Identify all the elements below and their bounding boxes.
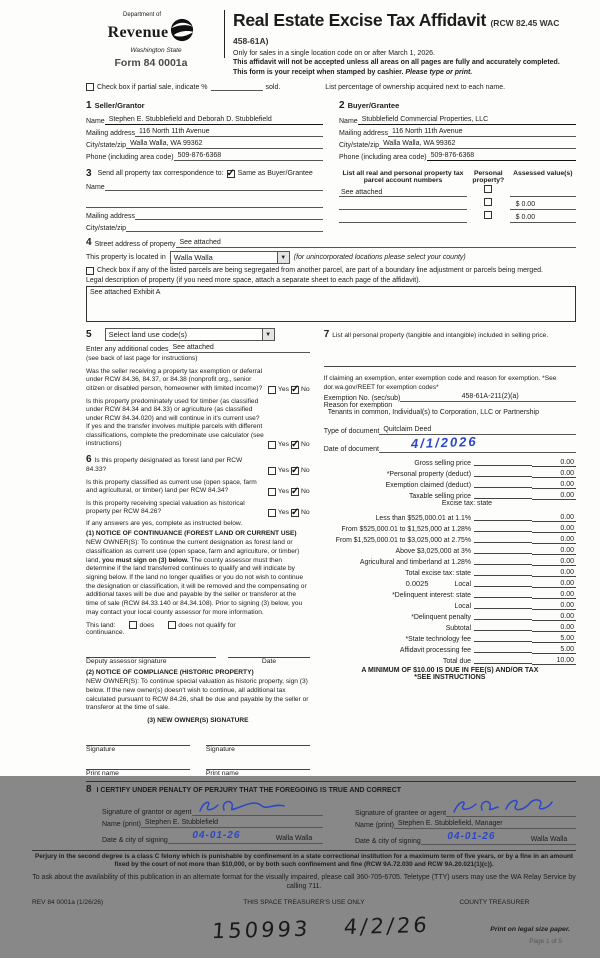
parcel-number-field[interactable]	[339, 209, 467, 210]
correspondence-csz-label: City/state/zip	[86, 225, 127, 233]
tax-row-leader	[474, 465, 532, 466]
personal-property-checkbox[interactable]	[484, 185, 492, 193]
location-dropdown[interactable]	[170, 251, 290, 264]
correspondence-name-label: Name	[86, 184, 105, 192]
historical-yes-checkbox[interactable]	[268, 509, 276, 517]
tax-row-value[interactable]: 0.00	[532, 591, 576, 599]
assessed-value-field[interactable]: $ 0.00	[510, 214, 576, 223]
see-instructions-note: *SEE INSTRUCTIONS	[414, 674, 486, 682]
exemption-no-field[interactable]: 458-61A-211(2)(a)	[400, 393, 576, 402]
deputy-assessor-date-label: Date	[261, 658, 277, 666]
located-in-label: This property is located in	[86, 254, 166, 262]
buyer-phone-label: Phone (including area code)	[339, 154, 427, 162]
section-6-number: 6	[86, 453, 92, 465]
if-yes-instruction: If any answers are yes, complete as instructed below.	[86, 519, 243, 527]
header-subline-3a: This form is your receipt when stamped by cashier.	[233, 68, 406, 76]
new-owner-print-name-field-1[interactable]	[86, 758, 190, 770]
notice-compliance-title: (2) NOTICE OF COMPLIANCE (HISTORIC PROPERTY)	[86, 669, 254, 677]
tax-row-value[interactable]: 0.00	[532, 525, 576, 533]
buyer-csz-label: City/state/zip	[339, 142, 380, 150]
certify-statement: I CERTIFY UNDER PENALTY OF PERJURY THAT THE FOREGOING IS TRUE AND CORRECT	[96, 786, 402, 794]
land-use-section	[86, 328, 310, 776]
minimum-due-note: A MINIMUM OF $10.00 IS DUE IN FEE(S) AND/OR TAX	[361, 667, 539, 675]
buyer-name-label: Name	[339, 118, 358, 126]
street-address-label: Street address of property	[94, 241, 176, 249]
page-number: Page 1 of 5	[529, 938, 562, 946]
assessed-value-column-header: Assessed value(s)	[513, 170, 573, 178]
land-use-code-value: Select land use code(s)	[108, 330, 187, 340]
buyer-csz-field[interactable]: Walla Walla, WA 99362	[379, 140, 576, 149]
seller-exemption-no-checkbox[interactable]	[291, 386, 299, 394]
forest-land-question: Is this property designated as forest land per RCW 84.33?	[86, 456, 243, 473]
grantor-city-field[interactable]: Walla Walla	[261, 835, 323, 844]
alternate-format-notice: To ask about the availability of this publication in an alternate format for the visually impaired, please call 360-705-6705. Teletype (TTY) users may use the WA Relay Service by calling 711.	[32, 873, 576, 890]
tax-row-value[interactable]: 0.00	[532, 613, 576, 621]
legal-description-field[interactable]: See attached Exhibit A	[86, 286, 576, 322]
seller-csz-label: City/state/zip	[86, 142, 127, 150]
section-1-heading: Seller/Grantor	[94, 101, 145, 111]
property-address-section	[86, 237, 576, 322]
grantee-signature-block	[339, 795, 576, 845]
land-use-code-dropdown[interactable]	[105, 328, 275, 341]
deputy-assessor-signature-label: Deputy assessor signature	[86, 658, 167, 666]
exemption-intro: If claiming an exemption, enter exemption code and reason for exemption. *See dor.wa.gov/REET for exemption codes*	[323, 375, 557, 391]
predominate-use-yes-checkbox[interactable]	[268, 441, 276, 449]
dept-line: Department of	[122, 12, 162, 18]
parcel-number-field[interactable]	[339, 222, 467, 223]
no-label: No	[301, 386, 310, 394]
grantor-date-handwriting: 04-01-26	[192, 829, 241, 841]
header-subline-3	[233, 68, 576, 77]
grantee-signature-field[interactable]	[446, 797, 576, 817]
tax-row-label: Affidavit processing fee	[399, 647, 471, 655]
exemption-deferral-question: Was the seller receiving a property tax exemption or deferral under RCW 84.36, 84.37, or 84.38 (nonprofit org., senior citizen or disabled person, homeowner with limited income)?	[86, 367, 263, 392]
document-type-field[interactable]: Quitclaim Deed	[379, 426, 576, 435]
document-date-label: Date of document	[323, 446, 379, 454]
tax-row-label: From $525,000.01 to $1,525,000 at 1.28%	[341, 526, 471, 534]
grantor-signature-field[interactable]	[192, 797, 323, 816]
form-number: Form 84 0001a	[114, 57, 188, 69]
buyer-mailing-label: Mailing address	[339, 130, 389, 138]
tax-row-value[interactable]: 5.00	[532, 646, 576, 654]
section-3-number: 3	[86, 168, 92, 180]
notice-continuance-body	[86, 539, 310, 617]
grantee-city-field[interactable]: Walla Walla	[518, 836, 576, 845]
tax-row-label: Local	[454, 603, 471, 611]
tax-row-value[interactable]: 0.00	[532, 470, 576, 478]
tax-row-label: Exemption claimed (deduct)	[385, 482, 471, 490]
new-owners-signature-title: (3) NEW OWNER(S) SIGNATURE	[147, 717, 249, 724]
yes-label: Yes	[277, 441, 290, 449]
tax-row-value[interactable]: 0.00	[532, 514, 576, 522]
tax-row-value[interactable]: 0.00	[532, 624, 576, 632]
chevron-down-icon[interactable]: ▼	[277, 252, 289, 263]
buyer-phone-field[interactable]: 509-876-6368	[427, 152, 576, 161]
grantor-signature-label: Signature of grantor or agent	[102, 808, 192, 816]
grantor-date-label: Date & city of signing	[102, 836, 168, 844]
legal-description-label: Legal description of property (if you need more space, attach a separate sheet to each page of the affidavit).	[86, 277, 421, 285]
ownership-percentage-note: List percentage of ownership acquired next to each name.	[325, 84, 506, 92]
correspondence-mailing-field[interactable]	[135, 211, 323, 220]
grantor-signature-block	[86, 795, 323, 845]
tax-row-label: *Delinquent penalty	[411, 614, 471, 622]
form-header	[86, 8, 576, 77]
additional-codes-label: Enter any additional codes	[86, 346, 169, 354]
tax-row-label: *Personal property (deduct)	[386, 471, 471, 479]
notice-compliance-body: NEW OWNER(S): To continue special valuation as historic property, sign (3) below. If the new owner(s) doesn't wish to continue, all additional tax calculated pursuant to RCW 84.26, shall be due and payable by the seller or transferor at the time of sale.	[86, 678, 309, 712]
county-treasurer-label: COUNTY TREASURER	[459, 899, 530, 907]
grantee-print-name-label: Name (print)	[355, 821, 394, 829]
exemption-reason-field[interactable]: Tenants in common, Individual(s) to Corporation, LLC or Partnership	[327, 409, 539, 417]
additional-codes-note: (see back of last page for instructions)	[86, 355, 198, 363]
document-date-handwriting: 4/1/2026	[410, 434, 478, 452]
historical-property-question: Is this property receiving special valuation as historical property per RCW 84.26?	[86, 499, 245, 516]
does-not-label: does not qualify for	[178, 621, 236, 629]
parcel-column-header: List all real and personal property tax parcel account numbers	[342, 170, 464, 185]
parcel-row	[339, 197, 576, 210]
same-as-buyer-checkbox[interactable]	[227, 170, 235, 178]
tax-row-value[interactable]: 0.00	[532, 481, 576, 489]
grantee-date-handwriting: 04-01-26	[447, 830, 496, 842]
print-name-label: Print name	[86, 769, 119, 777]
document-type-label: Type of document	[323, 428, 380, 436]
partial-sale-checkbox[interactable]	[86, 83, 94, 91]
grantee-signature-label: Signature of grantee or agent	[355, 809, 447, 817]
revenue-wordmark: Revenue	[107, 23, 169, 41]
no-label: No	[301, 488, 310, 496]
personal-property-checkbox[interactable]	[484, 211, 492, 219]
forest-land-yes-checkbox[interactable]	[268, 467, 276, 475]
segregated-parcels-checkbox[interactable]	[86, 267, 94, 275]
local-rate-value: 0.0025	[405, 579, 429, 589]
grantor-date-field[interactable]	[168, 825, 261, 844]
exemption-no-label: Exemption No. (sec/sub)	[323, 395, 401, 403]
treasurer-stamp-date: 4/2/26	[342, 912, 431, 940]
no-label: No	[301, 441, 310, 449]
section-1-number: 1	[86, 100, 92, 112]
seller-phone-field[interactable]: 509-876-6368	[174, 152, 323, 161]
yes-label: Yes	[277, 488, 290, 496]
located-in-note: (for unincorporated locations please select your county)	[293, 254, 466, 262]
continuance-label: continuance.	[86, 629, 125, 637]
seller-mailing-field[interactable]: 116 North 11th Avenue	[135, 128, 323, 137]
same-as-buyer-label: Same as Buyer/Grantee	[237, 170, 313, 178]
correspondence-label: Send all property tax correspondence to:	[97, 170, 224, 178]
tax-row-label: Less than $525,000.01 at 1.1%	[375, 515, 471, 523]
header-subline-1: Only for sales in a single location code on or after March 1, 2026.	[233, 50, 435, 57]
tax-row-value[interactable]: 0.00	[532, 459, 576, 467]
parcel-row	[339, 184, 576, 197]
correspondence-blank-line[interactable]	[86, 199, 323, 208]
no-label: No	[301, 467, 310, 474]
perjury-notice	[32, 850, 576, 870]
street-address-field[interactable]: See attached	[176, 239, 577, 248]
buyer-grantee-section	[339, 95, 576, 161]
tax-row-label: Taxable selling price	[408, 493, 471, 501]
tax-row-label: *Delinquent interest: state	[392, 592, 471, 600]
personal-property-column-header: Personal property?	[472, 170, 505, 185]
buyer-mailing-field[interactable]: 116 North 11th Avenue	[388, 128, 576, 137]
partial-sale-sold-label: sold.	[265, 84, 281, 92]
grantee-signature-ink	[450, 797, 554, 817]
grantee-print-name-field[interactable]: Stephen E. Stubblefield, Manager	[394, 820, 576, 829]
tax-row-label: Gross selling price	[414, 460, 471, 468]
tax-row-value[interactable]: 0.00	[532, 547, 576, 555]
grantee-date-field[interactable]	[421, 826, 518, 845]
treasurer-use-label: THIS SPACE TREASURER'S USE ONLY	[243, 899, 365, 907]
section-4-number: 4	[86, 237, 92, 249]
header-subline-3b: Please type or print.	[405, 68, 473, 76]
additional-codes-field[interactable]: See attached	[169, 344, 310, 353]
dor-logo-block	[86, 8, 216, 69]
certification-section	[86, 781, 576, 795]
seller-name-field[interactable]: Stephen E. Stubblefield and Deborah D. Stubblefield	[105, 116, 323, 125]
tax-row-value[interactable]: 0.00	[532, 536, 576, 544]
signature-label: Signature	[86, 745, 116, 753]
tax-row-value[interactable]: 5.00	[532, 635, 576, 643]
historical-no-checkbox[interactable]	[291, 509, 299, 517]
yes-label: Yes	[277, 386, 290, 394]
tax-row-label: Total due	[443, 658, 471, 666]
notice-continuance-text: NEW OWNER(S): To continue the current designation as forest land or classification as current use (open space, farm and agriculture, or timber) land,	[86, 539, 300, 564]
parcel-number-field[interactable]: See attached	[339, 189, 467, 197]
print-legal-size-note: Print on legal size paper.	[490, 926, 570, 934]
treasurer-stamp-number: 150993	[210, 916, 312, 944]
seller-exemption-yes-checkbox[interactable]	[268, 386, 276, 394]
seller-csz-field[interactable]: Walla Walla, WA 99362	[126, 140, 323, 149]
tax-row-value[interactable]: 0.00	[532, 569, 576, 577]
section-7-number: 7	[323, 329, 330, 341]
correspondence-csz-field[interactable]	[126, 223, 323, 232]
section-2-heading: Buyer/Grantee	[347, 101, 400, 111]
section-2-number: 2	[339, 100, 345, 112]
header-subline-2: This affidavit will not be accepted unless all areas on all pages are fully and accurately completed.	[233, 59, 560, 67]
state-line: Washington State	[130, 47, 182, 54]
page-title: Real Estate Excise Tax Affidavit	[233, 10, 487, 30]
personal-property-field[interactable]	[324, 355, 576, 367]
new-owner-signature-field-1[interactable]	[86, 734, 190, 746]
assessed-value-field[interactable]	[510, 188, 576, 197]
rev-number: REV 84 0001a (1/26/26)	[32, 899, 104, 907]
current-use-yes-checkbox[interactable]	[268, 488, 276, 496]
tax-computation-table	[324, 456, 576, 665]
exemption-reason-label: Reason for exemption	[323, 402, 393, 410]
tax-row-value[interactable]: 0.00	[532, 492, 576, 500]
tax-row-label: Above $3,025,000 at 3%	[395, 548, 471, 556]
partial-sale-percent-field[interactable]	[211, 90, 263, 91]
section-8-number: 8	[86, 783, 92, 795]
forest-land-no-checkbox[interactable]	[291, 467, 299, 475]
print-name-label: Print name	[205, 769, 239, 777]
treasurer-stamp-area	[32, 906, 576, 958]
seller-grantor-section	[86, 95, 323, 161]
tax-row-label: Subtotal	[445, 625, 471, 633]
yes-label: Yes	[277, 467, 290, 474]
notice-continuance-title: (1) NOTICE OF CONTINUANCE (FOREST LAND OR CURRENT USE)	[86, 530, 297, 538]
forest-land-section	[86, 453, 310, 475]
yes-label: Yes	[277, 509, 290, 517]
seller-phone-label: Phone (including area code)	[86, 154, 174, 162]
grantor-print-name-field[interactable]: Stephen E. Stubblefield	[141, 819, 323, 828]
parcel-table	[339, 168, 576, 232]
does-label: does	[139, 621, 155, 629]
chevron-down-icon[interactable]: ▼	[262, 329, 274, 340]
tax-row-label: Local	[454, 581, 471, 589]
predominate-use-no-checkbox[interactable]	[291, 441, 299, 449]
new-owner-print-name-field-2[interactable]	[206, 758, 310, 770]
correspondence-mailing-label: Mailing address	[86, 213, 136, 221]
grantor-signature-ink	[196, 798, 288, 816]
continuance-qualify-row	[86, 621, 310, 629]
footer-row	[32, 899, 576, 906]
deputy-assessor-date-field[interactable]	[228, 646, 309, 658]
does-not-qualify-checkbox[interactable]	[168, 621, 176, 629]
new-owner-signature-field-2[interactable]	[206, 734, 310, 746]
partial-sale-label: Check box if partial sale, indicate %	[97, 84, 208, 92]
excise-tax-state-header: Excise tax: state	[441, 500, 492, 508]
buyer-name-field[interactable]: Stubblefield Commercial Properties, LLC	[358, 116, 576, 125]
tax-row-label: *State technology fee	[405, 636, 471, 644]
header-divider	[224, 10, 225, 58]
personal-property-label: List all personal property (tangible and intangible) included in selling price.	[332, 332, 549, 340]
personal-property-tax-section	[324, 328, 576, 776]
tax-row-value[interactable]: 0.00	[532, 602, 576, 610]
notice-continuance-text2: The county assessor must then determine if the land transferred continues to qualify and will indicate by signing below. If the land no longer qualifies or you do not wish to continue the designation or classification, it will be removed and the compensating or additional taxes will be due and payable by the seller or transferor at the time of sale (RCW 84.33.140 or 84.34.108). Prior to signing (3) below, you may contact your local county assessor for more information.	[86, 556, 307, 616]
personal-property-checkbox[interactable]	[484, 198, 492, 206]
tax-correspondence-section	[86, 168, 323, 232]
grantee-date-label: Date & city of signing	[355, 837, 421, 845]
tax-row-value[interactable]: 10.00	[532, 657, 576, 665]
title-rcw-reference: (RCW 82.45 WAC 458-61A)	[233, 18, 560, 46]
tax-row-label: Agricultural and timberland at 1.28%	[359, 559, 471, 567]
location-dropdown-value: Walla Walla	[173, 253, 213, 263]
correspondence-name-field[interactable]	[105, 182, 323, 191]
section-5-number: 5	[86, 329, 92, 341]
assessed-value-field[interactable]: $ 0.00	[510, 201, 576, 210]
parcel-row	[339, 210, 576, 223]
partial-sale-row	[86, 83, 576, 91]
current-use-no-checkbox[interactable]	[291, 488, 299, 496]
this-land-label: This land:	[86, 621, 116, 629]
perjury-lead: Perjury in the second degree	[34, 852, 123, 860]
notice-continuance-bold: you must sign on (3) below.	[102, 556, 189, 564]
no-label: No	[301, 509, 310, 517]
dor-swirl-logo-icon	[170, 18, 194, 47]
deputy-assessor-signature-field[interactable]	[86, 646, 216, 658]
tax-row-label: From $1,525,000.01 to $3,025,000 at 2.75%	[335, 537, 471, 545]
perjury-rest: is a class C felony which is punishable by confinement in a state correctional institution for a maximum term of five years, or by a fine in an amount fixed by the court of not more than $10,000, or by both such confinement and fine (RCW 9A.72.030 and RCW 9A.20.021(1)(c)).	[114, 852, 574, 869]
does-qualify-checkbox[interactable]	[129, 621, 137, 629]
document-date-field[interactable]	[379, 434, 576, 453]
seller-name-label: Name	[86, 118, 105, 126]
segregated-parcels-label: Check box if any of the listed parcels are being segregated from another parcel, are part of a boundary line adjustment or parcels being merged.	[97, 267, 543, 275]
tax-row-value[interactable]: 0.00	[532, 580, 576, 588]
seller-mailing-label: Mailing address	[86, 130, 136, 138]
tax-row-value[interactable]: 0.00	[532, 558, 576, 566]
tax-row-label: Total excise tax: state	[405, 570, 471, 578]
signature-label: Signature	[205, 745, 235, 753]
current-use-question: Is this property classified as current use (open space, farm and agricultural, or timber) land per RCW 84.34?	[86, 478, 257, 495]
grantor-print-name-label: Name (print)	[102, 820, 141, 828]
predominate-use-question: Is this property predominately used for timber (as classified under RCW 84.34 and 84.33) or agriculture (as classified under RCW 84.34.020) and will continue in it's current use? If yes and the transfer involves multiple parcels with different classifications, complete the predominate use calculator (see instructions)	[86, 397, 264, 448]
